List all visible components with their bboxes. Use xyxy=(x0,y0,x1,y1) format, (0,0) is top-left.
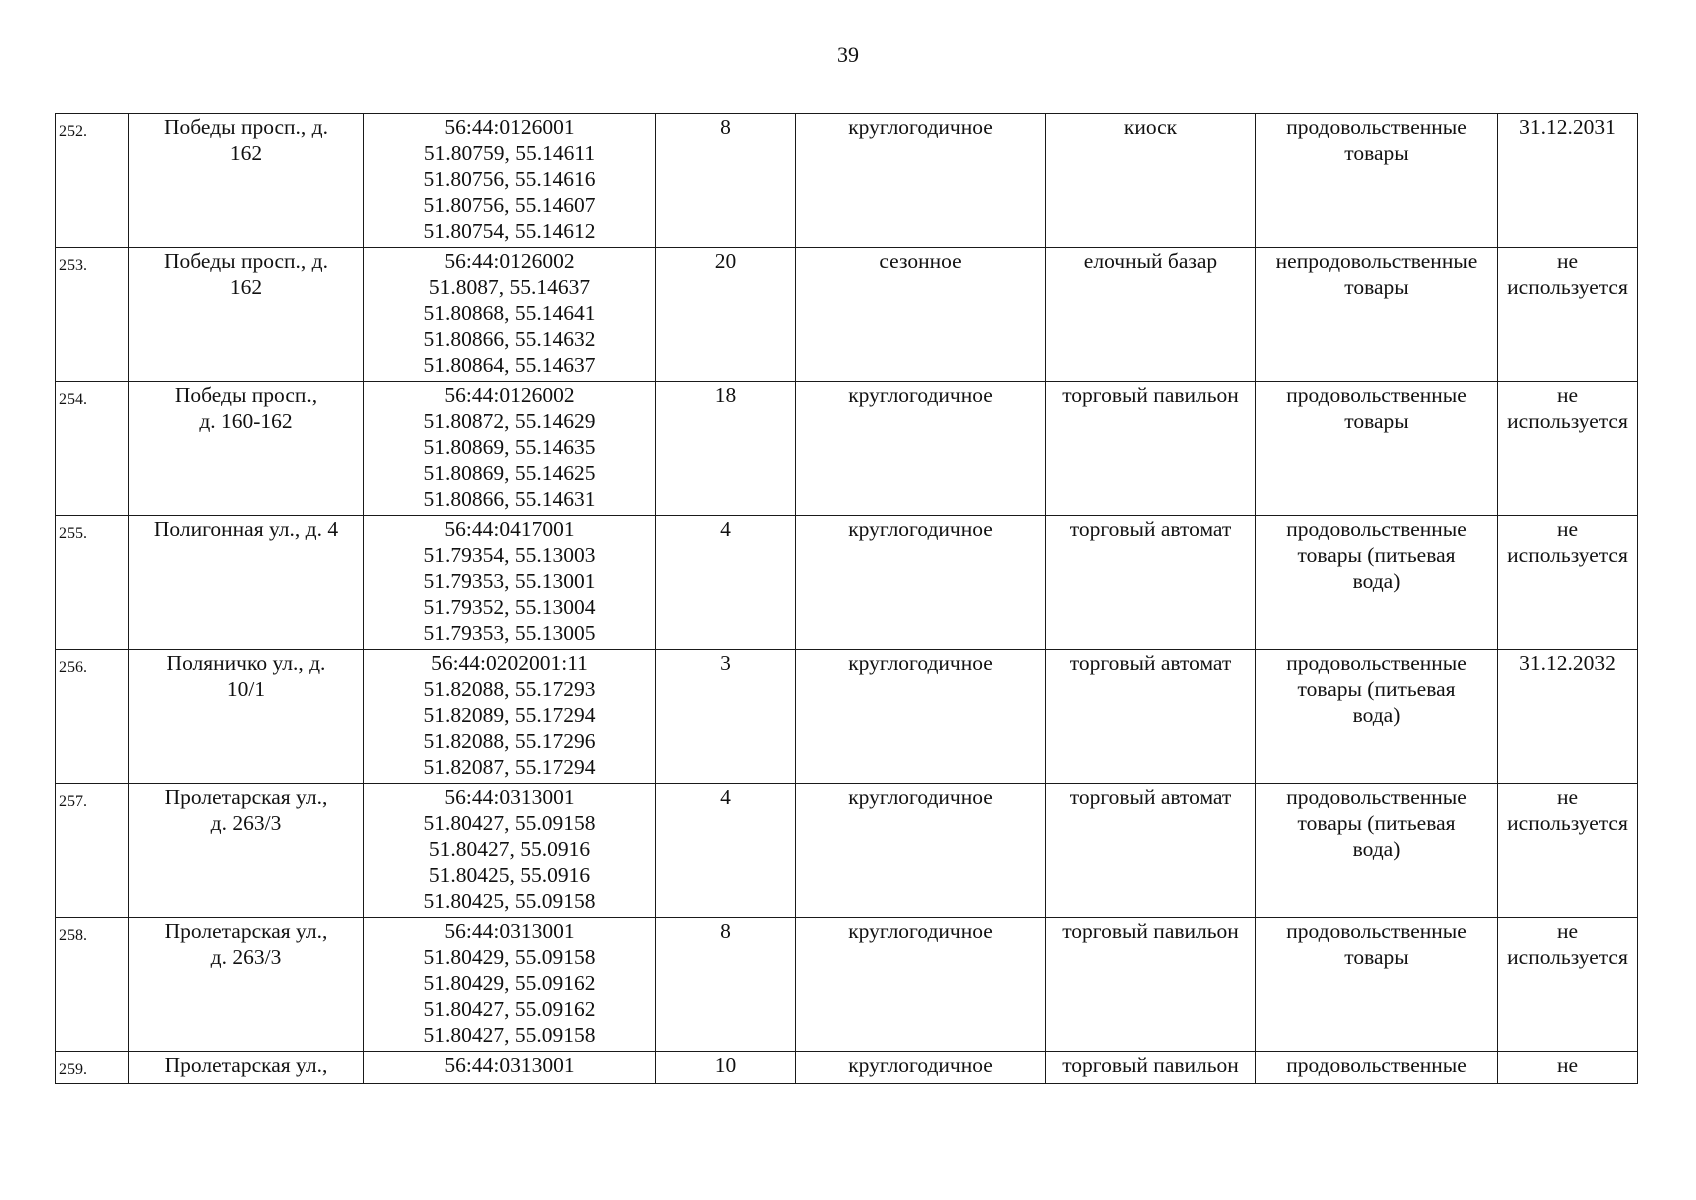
goods-line: продовольственные xyxy=(1286,785,1467,809)
object-type-cell: торговый автомат xyxy=(1046,784,1256,918)
goods-line: товары (питьевая xyxy=(1297,543,1456,567)
area-cell: 10 xyxy=(656,1052,796,1084)
table-row xyxy=(56,248,1638,382)
coordinates-cell xyxy=(364,1052,656,1084)
coordinate-line: 56:44:0202001:11 xyxy=(431,651,588,675)
coordinate-line: 51.80754, 55.14612 xyxy=(423,219,596,243)
goods-line: продовольственные xyxy=(1286,517,1467,541)
coordinate-line: 51.82087, 55.17294 xyxy=(423,755,596,779)
coordinate-line: 51.8087, 55.14637 xyxy=(428,275,591,299)
coordinate-line: 51.80872, 55.14629 xyxy=(423,409,596,433)
goods-line: товары xyxy=(1344,945,1409,969)
address-line: Пролетарская ул., xyxy=(164,919,328,943)
object-type-cell: торговый автомат xyxy=(1046,650,1256,784)
goods-line: товары xyxy=(1344,409,1409,433)
goods-line: продовольственные xyxy=(1286,1053,1467,1077)
goods-line: продовольственные xyxy=(1286,383,1467,407)
coordinate-line: 56:44:0126002 xyxy=(444,383,575,407)
table-row xyxy=(56,382,1638,516)
period-cell: круглогодичное xyxy=(796,516,1046,650)
coordinates-cell xyxy=(364,248,656,382)
address-line: Победы просп., д. xyxy=(164,115,328,139)
area-cell: 8 xyxy=(656,918,796,1052)
object-type-cell: киоск xyxy=(1046,114,1256,248)
period-cell: круглогодичное xyxy=(796,114,1046,248)
goods-line: товары (питьевая xyxy=(1297,677,1456,701)
period-cell: круглогодичное xyxy=(796,918,1046,1052)
goods-line: продовольственные xyxy=(1286,115,1467,139)
coordinate-line: 51.80864, 55.14637 xyxy=(423,353,596,377)
term-line: не xyxy=(1556,785,1579,809)
coordinate-line: 51.80427, 55.09158 xyxy=(423,811,596,835)
goods-cell xyxy=(1256,1052,1498,1084)
term-cell xyxy=(1498,516,1638,650)
term-line: 31.12.2032 xyxy=(1519,651,1616,675)
goods-line: непродовольственные xyxy=(1275,249,1478,273)
coordinate-line: 51.82089, 55.17294 xyxy=(423,703,596,727)
term-line: не xyxy=(1556,249,1579,273)
address-line: Полигонная ул., д. 4 xyxy=(153,517,339,541)
coordinate-line: 51.80866, 55.14631 xyxy=(423,487,596,511)
goods-cell xyxy=(1256,650,1498,784)
coordinate-line: 56:44:0313001 xyxy=(444,785,575,809)
coordinate-line: 51.82088, 55.17296 xyxy=(423,729,596,753)
object-type-cell: торговый павильон xyxy=(1046,382,1256,516)
coordinate-line: 51.80756, 55.14616 xyxy=(423,167,596,191)
goods-line: товары xyxy=(1344,141,1409,165)
coordinate-line: 51.80866, 55.14632 xyxy=(423,327,596,351)
period-cell: сезонное xyxy=(796,248,1046,382)
coordinate-line: 51.80759, 55.14611 xyxy=(423,141,596,165)
object-type-cell: торговый автомат xyxy=(1046,516,1256,650)
term-cell xyxy=(1498,114,1638,248)
term-line: не xyxy=(1556,919,1579,943)
period-cell: круглогодичное xyxy=(796,1052,1046,1084)
goods-line: вода) xyxy=(1352,569,1401,593)
table-row xyxy=(56,918,1638,1052)
term-line: не xyxy=(1556,517,1579,541)
coordinate-line: 51.79353, 55.13001 xyxy=(423,569,596,593)
address-line: 162 xyxy=(229,275,263,299)
address-cell xyxy=(129,1052,364,1084)
coordinate-line: 51.80868, 55.14641 xyxy=(423,301,596,325)
term-line: используется xyxy=(1507,275,1628,299)
table-row xyxy=(56,516,1638,650)
coordinate-line: 56:44:0126002 xyxy=(444,249,575,273)
table-row xyxy=(56,1052,1638,1084)
coordinate-line: 51.79352, 55.13004 xyxy=(423,595,596,619)
coordinate-line: 56:44:0126001 xyxy=(444,115,575,139)
coordinate-line: 51.80427, 55.09158 xyxy=(423,1023,596,1047)
row-number-cell: 256. xyxy=(56,650,129,784)
coordinate-line: 51.80425, 55.0916 xyxy=(428,863,591,887)
registry-table xyxy=(55,113,1638,1084)
address-line: 162 xyxy=(229,141,263,165)
address-line: Победы просп., д. xyxy=(164,249,328,273)
coordinate-line: 51.82088, 55.17293 xyxy=(423,677,596,701)
term-line: 31.12.2031 xyxy=(1519,115,1616,139)
address-cell xyxy=(129,784,364,918)
goods-cell xyxy=(1256,784,1498,918)
term-cell xyxy=(1498,382,1638,516)
term-line: используется xyxy=(1507,811,1628,835)
address-line: Победы просп., xyxy=(174,383,318,407)
goods-line: вода) xyxy=(1352,837,1401,861)
coordinate-line: 51.80429, 55.09162 xyxy=(423,971,596,995)
term-line: используется xyxy=(1507,543,1628,567)
period-cell: круглогодичное xyxy=(796,650,1046,784)
coordinate-line: 51.80427, 55.09162 xyxy=(423,997,596,1021)
coordinates-cell xyxy=(364,382,656,516)
area-cell: 20 xyxy=(656,248,796,382)
term-line: не xyxy=(1556,383,1579,407)
row-number-cell: 259. xyxy=(56,1052,129,1084)
term-line: используется xyxy=(1507,945,1628,969)
object-type-cell: торговый павильон xyxy=(1046,1052,1256,1084)
coordinate-line: 51.79354, 55.13003 xyxy=(423,543,596,567)
address-line: д. 263/3 xyxy=(210,945,282,969)
area-cell: 3 xyxy=(656,650,796,784)
goods-line: вода) xyxy=(1352,703,1401,727)
row-number-cell: 258. xyxy=(56,918,129,1052)
coordinate-line: 56:44:0313001 xyxy=(444,1053,575,1077)
address-line: 10/1 xyxy=(226,677,266,701)
period-cell: круглогодичное xyxy=(796,784,1046,918)
coordinates-cell xyxy=(364,516,656,650)
coordinate-line: 51.79353, 55.13005 xyxy=(423,621,596,645)
goods-line: продовольственные xyxy=(1286,651,1467,675)
address-line: Пролетарская ул., xyxy=(164,1053,328,1077)
row-number-cell: 253. xyxy=(56,248,129,382)
address-cell xyxy=(129,382,364,516)
table-row xyxy=(56,114,1638,248)
address-line: Поляничко ул., д. xyxy=(166,651,326,675)
area-cell: 4 xyxy=(656,784,796,918)
goods-cell xyxy=(1256,918,1498,1052)
table-row xyxy=(56,650,1638,784)
coordinate-line: 51.80429, 55.09158 xyxy=(423,945,596,969)
coordinate-line: 51.80869, 55.14635 xyxy=(423,435,596,459)
coordinate-line: 56:44:0313001 xyxy=(444,919,575,943)
term-cell xyxy=(1498,650,1638,784)
area-cell: 4 xyxy=(656,516,796,650)
address-cell xyxy=(129,918,364,1052)
address-line: д. 263/3 xyxy=(210,811,282,835)
term-cell xyxy=(1498,1052,1638,1084)
table-row xyxy=(56,784,1638,918)
row-number-cell: 252. xyxy=(56,114,129,248)
page-number: 39 xyxy=(837,42,859,67)
coordinates-cell xyxy=(364,918,656,1052)
period-cell: круглогодичное xyxy=(796,382,1046,516)
object-type-cell: торговый павильон xyxy=(1046,918,1256,1052)
goods-cell xyxy=(1256,382,1498,516)
coordinates-cell xyxy=(364,650,656,784)
address-line: д. 160-162 xyxy=(199,409,293,433)
term-line: используется xyxy=(1507,409,1628,433)
address-cell xyxy=(129,516,364,650)
goods-cell xyxy=(1256,516,1498,650)
goods-line: продовольственные xyxy=(1286,919,1467,943)
area-cell: 18 xyxy=(656,382,796,516)
area-cell: 8 xyxy=(656,114,796,248)
term-line: не xyxy=(1556,1053,1579,1077)
term-cell xyxy=(1498,248,1638,382)
coordinate-line: 51.80869, 55.14625 xyxy=(423,461,596,485)
registry-table-body xyxy=(56,114,1638,1084)
goods-cell xyxy=(1256,248,1498,382)
goods-cell xyxy=(1256,114,1498,248)
term-cell xyxy=(1498,918,1638,1052)
term-cell xyxy=(1498,784,1638,918)
row-number-cell: 257. xyxy=(56,784,129,918)
row-number-cell: 255. xyxy=(56,516,129,650)
address-cell xyxy=(129,114,364,248)
address-cell xyxy=(129,650,364,784)
coordinates-cell xyxy=(364,784,656,918)
address-line: Пролетарская ул., xyxy=(164,785,328,809)
coordinate-line: 56:44:0417001 xyxy=(444,517,575,541)
goods-line: товары xyxy=(1344,275,1409,299)
coordinates-cell xyxy=(364,114,656,248)
coordinate-line: 51.80425, 55.09158 xyxy=(423,889,596,913)
object-type-cell: елочный базар xyxy=(1046,248,1256,382)
row-number-cell: 254. xyxy=(56,382,129,516)
coordinate-line: 51.80756, 55.14607 xyxy=(423,193,596,217)
coordinate-line: 51.80427, 55.0916 xyxy=(428,837,591,861)
address-cell xyxy=(129,248,364,382)
goods-line: товары (питьевая xyxy=(1297,811,1456,835)
